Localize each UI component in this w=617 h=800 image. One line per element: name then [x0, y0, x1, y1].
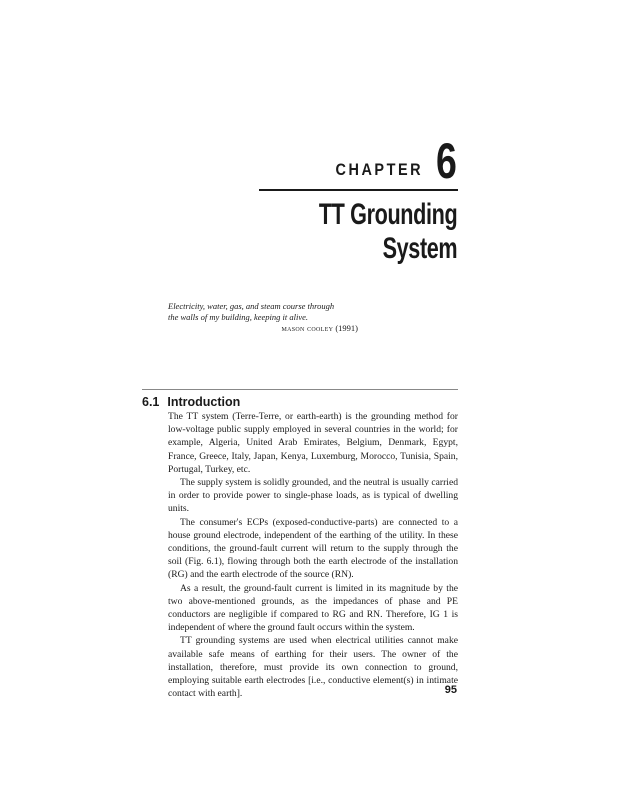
section-number: 6.1	[142, 395, 160, 409]
epigraph	[168, 301, 358, 334]
chapter-number: 6	[436, 133, 457, 189]
paragraph: As a result, the ground-fault current is limited in its magnitude by the two above-mentioned grounds, as the impedances of phase and PE conductors are negligible if compared to RG and RN. Therefore, IG 1 is independent of where the ground fault occurs within the system.	[168, 582, 458, 634]
paragraph: TT grounding systems are used when electrical utilities cannot make available safe means of earthing for their users. The owner of the installation, therefore, must provide its own connection to ground, employing suitable earth electrodes [i.e., conductive element(s) in intimate contact with earth].	[168, 635, 458, 700]
section-divider	[142, 389, 458, 390]
page-number: 95	[444, 684, 457, 696]
paragraph: The TT system (Terre-Terre, or earth-earth) is the grounding method for low-voltage public supply employed in several countries in the world; for example, Algeria, United Arab Emirates, Belgium, Denmark, Egypt, France, Greece, Italy, Japan, Kenya, Luxemburg, Morocco, Tunisia, Spain, Portugal, Turkey, etc.	[168, 411, 458, 475]
chapter-title-line-1: TT Grounding	[318, 198, 457, 231]
chapter-divider	[259, 189, 458, 191]
epigraph-author: mason cooley	[281, 323, 334, 333]
chapter-label: CHAPTER	[335, 160, 424, 179]
epigraph-year: (1991)	[335, 323, 358, 333]
paragraph: The supply system is solidly grounded, and the neutral is usually carried in order to provide power to single-phase loads, as is typical of dwelling units.	[168, 477, 458, 515]
chapter-title	[319, 198, 457, 266]
epigraph-attribution	[168, 323, 358, 334]
body-text	[168, 410, 458, 700]
epigraph-quote-line-2: the walls of my building, keeping it alive.	[168, 312, 308, 322]
chapter-heading	[320, 133, 457, 189]
section-heading	[142, 394, 240, 410]
chapter-title-line-2: System	[382, 232, 457, 265]
epigraph-quote-line-1: Electricity, water, gas, and steam course through	[168, 301, 335, 311]
section-title: Introduction	[167, 395, 241, 409]
paragraph: The consumer's ECPs (exposed-conductive-parts) are connected to a house ground electrode, independent of the earthing of the utility. In these conditions, the ground-fault current will return to the supply through the soil (Fig. 6.1), flowing through both the earth electrode of the installation (RG) and the earth electrode of the source (RN).	[168, 516, 458, 581]
